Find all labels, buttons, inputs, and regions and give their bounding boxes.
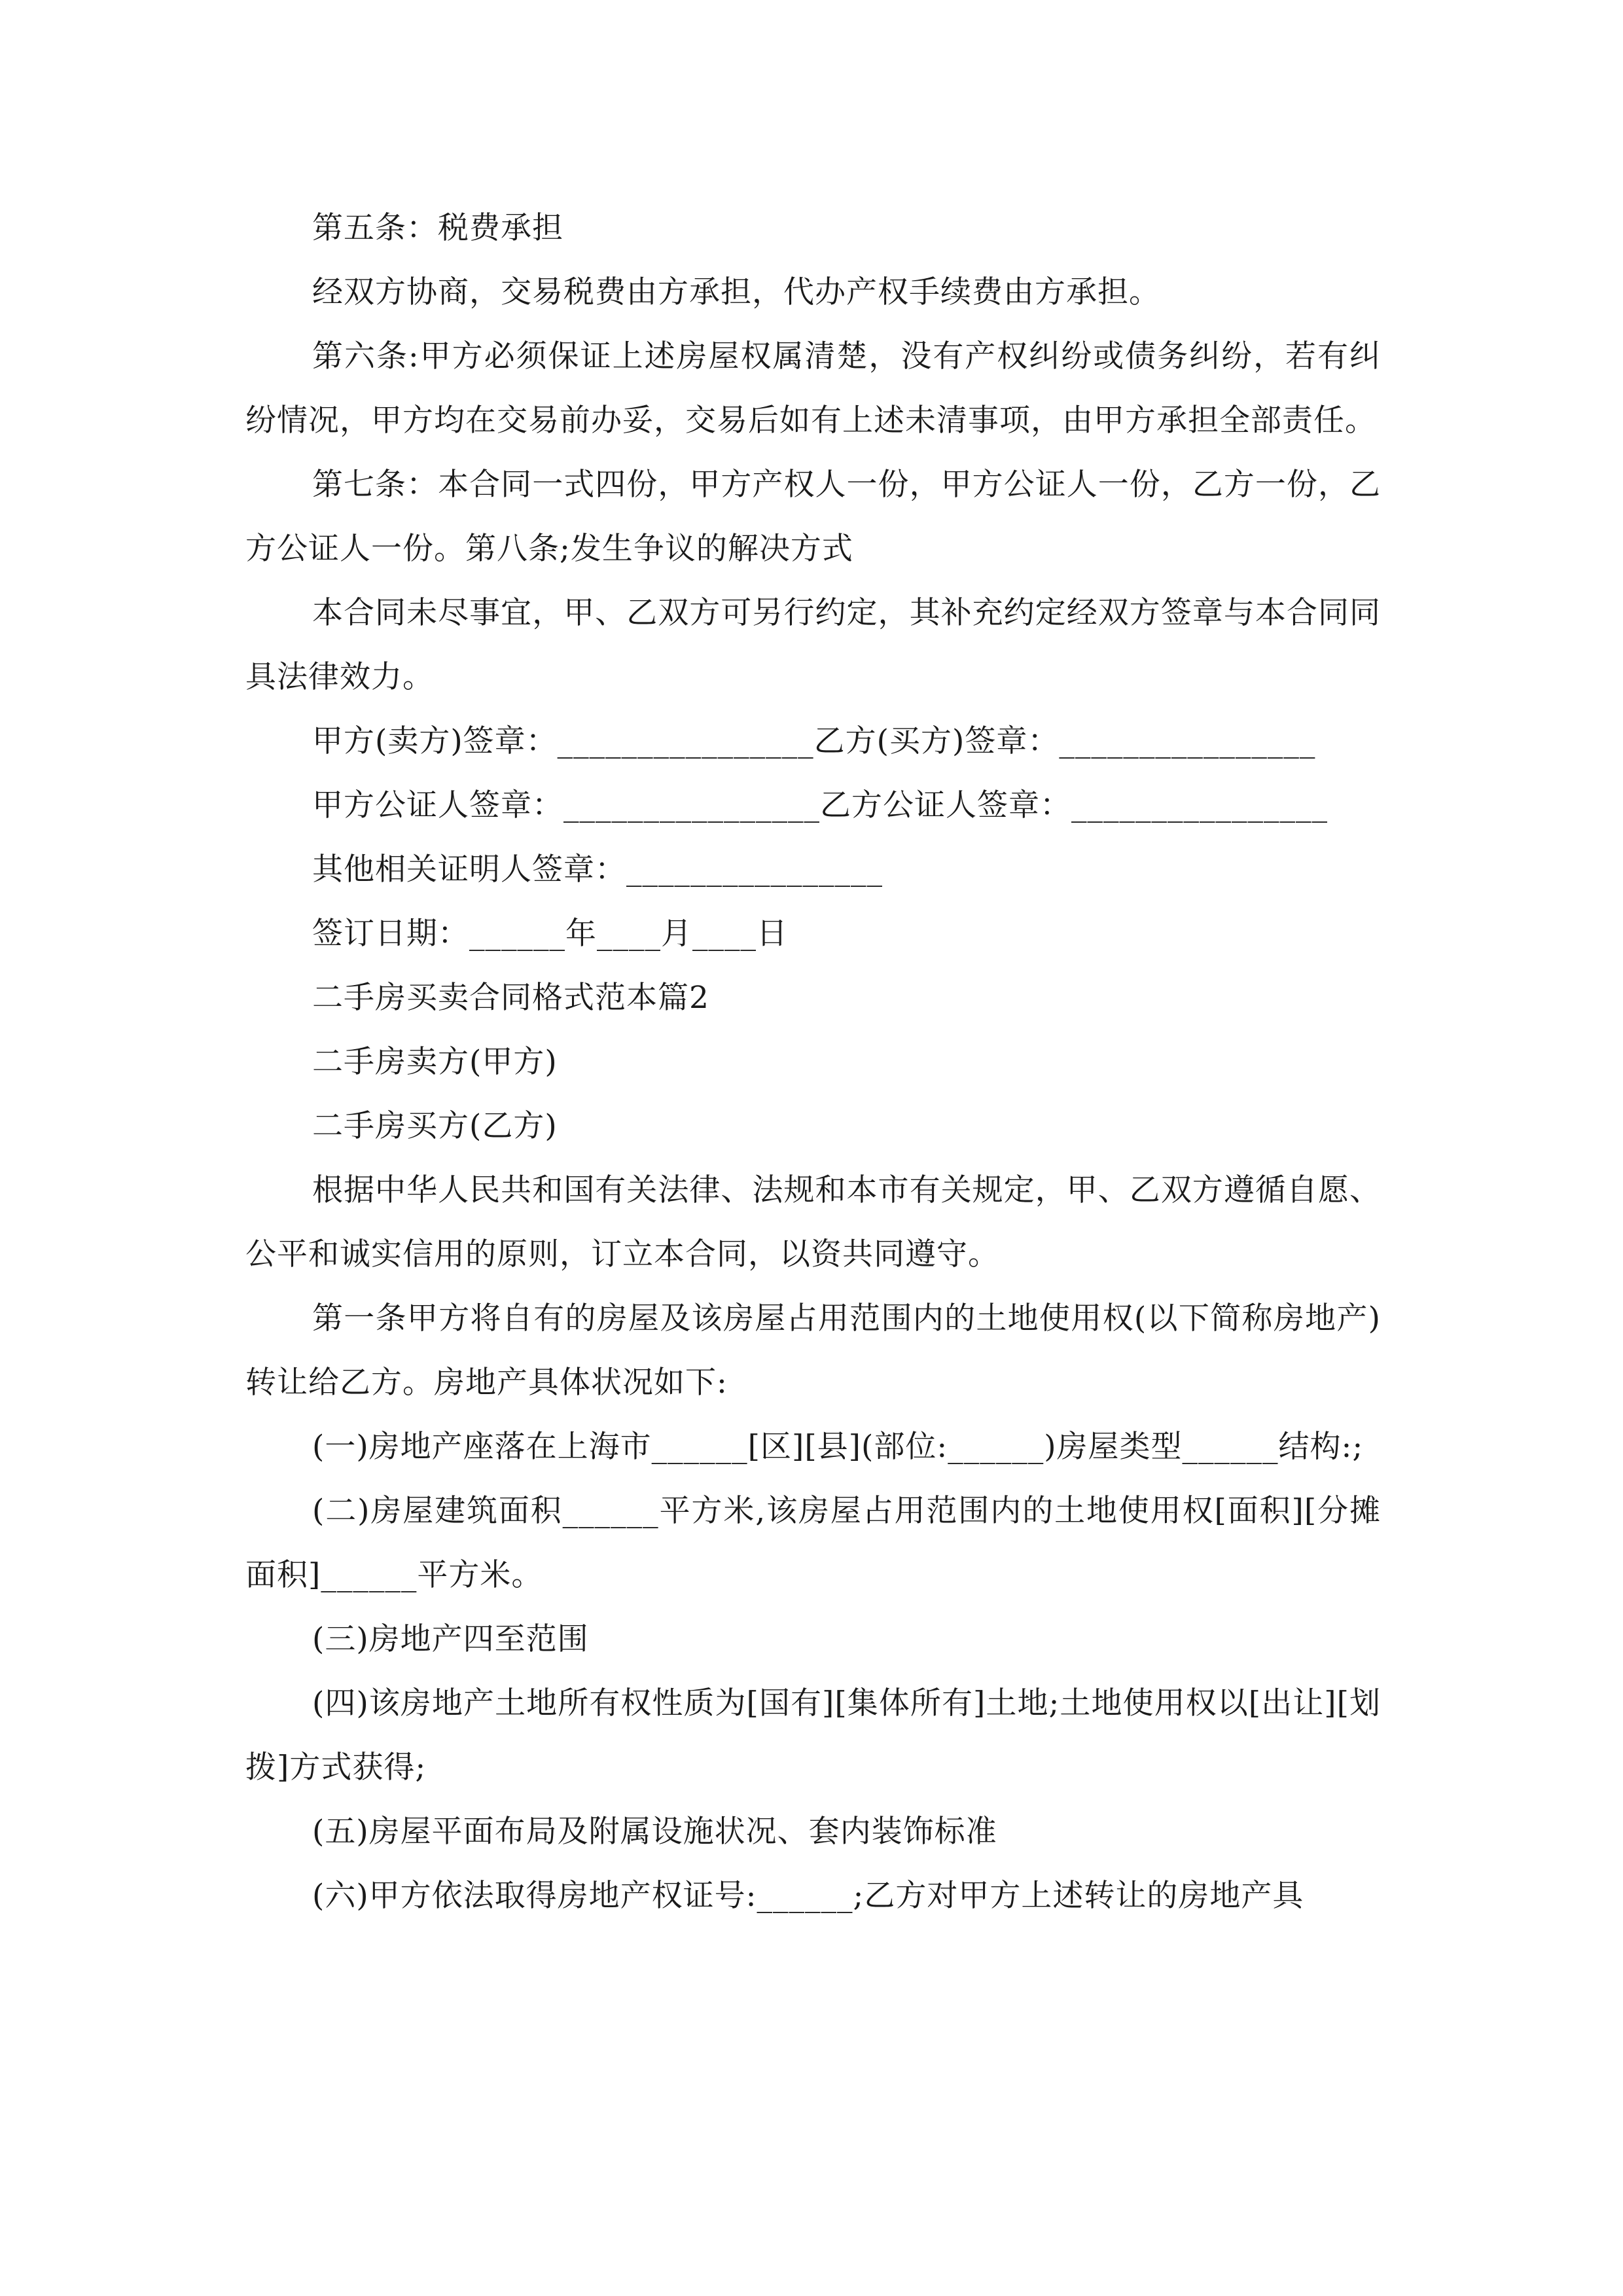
item-2-area: (二)房屋建筑面积______平方米,该房屋占用范围内的土地使用权[面积][分摊面积]______平方米。: [245, 1493, 1381, 1593]
seller-buyer-signature-line: 甲方(卖方)签章：________________乙方(买方)签章：________________: [312, 723, 1316, 759]
seller-party: 二手房卖方(甲方): [312, 1044, 558, 1080]
item-6-certificate: (六)甲方依法取得房地产权证号:______;乙方对甲方上述转让的房地产具: [312, 1878, 1304, 1914]
item-5-layout: (五)房屋平面布局及附属设施状况、套内装饰标准: [312, 1814, 997, 1850]
article-5-body: 经双方协商，交易税费由方承担，代办产权手续费由方承担。: [312, 274, 1160, 310]
supplementary-clause: 本合同未尽事宜，甲、乙双方可另行约定，其补充约定经双方签章与本合同同具法律效力。: [245, 595, 1381, 695]
section-title: 二手房买卖合同格式范本篇2: [312, 980, 709, 1016]
article-5-title: 第五条：税费承担: [312, 210, 563, 246]
item-1-location: (一)房地产座落在上海市______[区][县](部位:______)房屋类型______结构:;: [312, 1429, 1364, 1465]
article-7-8: 第七条：本合同一式四份，甲方产权人一份，甲方公证人一份，乙方一份，乙方公证人一份。第八条;发生争议的解决方式: [245, 467, 1381, 567]
signing-date-line: 签订日期：______年____月____日: [312, 916, 788, 952]
contract-text: [245, 196, 1381, 1928]
notary-signature-line: 甲方公证人签章：________________乙方公证人签章：________________: [312, 787, 1328, 823]
item-3-boundaries: (三)房地产四至范围: [312, 1621, 589, 1657]
article-1: 第一条甲方将自有的房屋及该房屋占用范围内的土地使用权(以下简称房地产)转让给乙方。房地产具体状况如下:: [245, 1300, 1381, 1401]
article-6: 第六条:甲方必须保证上述房屋权属清楚，没有产权纠纷或债务纠纷，若有纠纷情况，甲方均在交易前办妥，交易后如有上述未清事项，由甲方承担全部责任。: [245, 338, 1381, 439]
item-4-land-ownership: (四)该房地产土地所有权性质为[国有][集体所有]土地;土地使用权以[出让][划拨]方式获得;: [245, 1685, 1381, 1785]
buyer-party: 二手房买方(乙方): [312, 1108, 558, 1144]
preamble: 根据中华人民共和国有关法律、法规和本市有关规定，甲、乙双方遵循自愿、公平和诚实信用的原则，订立本合同，以资共同遵守。: [245, 1172, 1381, 1272]
witness-signature-line: 其他相关证明人签章：________________: [312, 852, 883, 888]
